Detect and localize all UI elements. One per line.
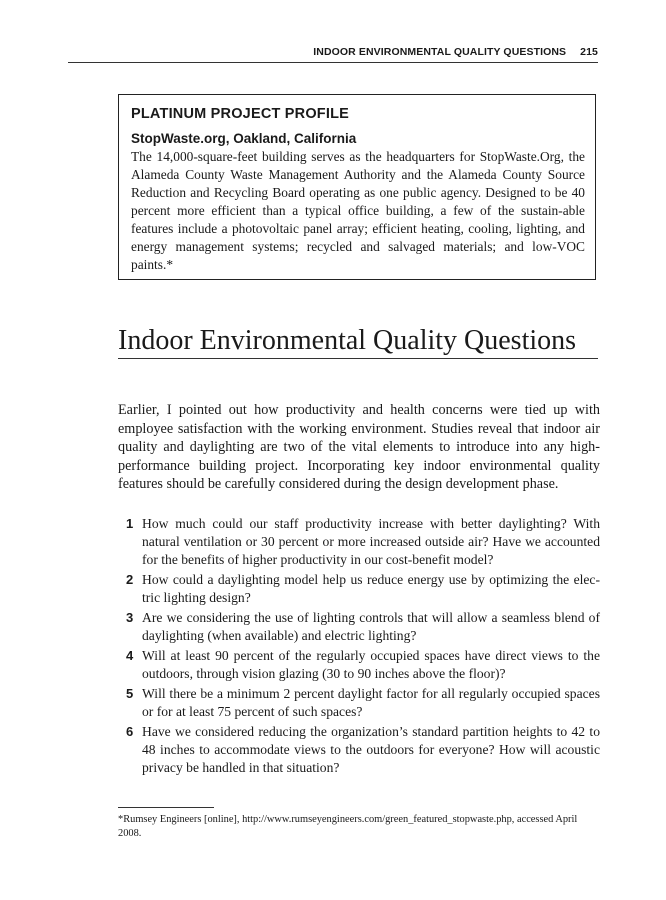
project-profile-box — [118, 94, 596, 280]
profile-heading: PLATINUM PROJECT PROFILE — [131, 106, 350, 122]
question-number: 2 — [126, 572, 134, 587]
section-title: Indoor Environmental Quality Questions — [118, 326, 598, 359]
question-item — [118, 609, 600, 645]
question-item — [118, 571, 600, 607]
question-text: Will there be a minimum 2 percent daylight factor for all regularly occupied spaces or for at least 75 percent of such spaces? — [142, 686, 600, 719]
question-number: 5 — [126, 686, 134, 701]
question-text: How could a daylighting model help us reduce energy use by optimizing the elec-tric lighting design? — [142, 572, 600, 605]
profile-body: The 14,000-square-feet building serves as the headquarters for StopWaste.Org, the Alameda County Waste Management Authority and the Alameda County Source Reduction and Recycling Board operating as one public agency. Designed to be 40 percent more efficient than a typical office building, a few of the sustain-able features include a photovoltaic panel array; efficient heating, cooling, lighting, and energy management systems; recycled and salvaged materials; and low-VOC paints.* — [131, 149, 585, 272]
profile-subheading: StopWaste.org, Oakland, California — [131, 131, 357, 146]
question-item — [118, 685, 600, 721]
page-number: 215 — [580, 46, 598, 58]
question-number: 3 — [126, 610, 134, 625]
question-number: 6 — [126, 724, 134, 739]
question-text: Are we considering the use of lighting controls that will allow a seamless blend of daylighting (when available) and electric lighting? — [142, 610, 600, 643]
intro-paragraph: Earlier, I pointed out how productivity and health concerns were tied up with employee satisfaction with the working environment. Studies reveal that indoor air quality and daylighting are two of the vital elements to introduce into any high-performance building project. Incorporating key indoor environmental quality features should be carefully considered during the design development phase. — [118, 402, 600, 492]
running-head — [68, 44, 598, 63]
question-number: 1 — [126, 516, 134, 531]
question-item — [118, 723, 600, 777]
question-text: Have we considered reducing the organization’s standard partition heights to 42 to 48 inches to accommodate views to the outdoors for everyone? How will acoustic privacy be handled in that situation? — [142, 724, 600, 775]
questions-list — [118, 515, 600, 779]
question-item — [118, 515, 600, 569]
question-text: Will at least 90 percent of the regularly occupied spaces have direct views to the outdoors, through vision glazing (30 to 90 inches above the floor)? — [142, 648, 600, 681]
question-text: How much could our staff productivity increase with better daylighting? With natural ventilation or 30 percent or more increased outside air? Have we accounted for the benefits of higher productivity in our cost-benefit model? — [142, 516, 600, 567]
footnote-rule — [118, 807, 214, 808]
footnote: *Rumsey Engineers [online], http://www.rumseyengineers.com/green_featured_stopwaste.php, accessed April 2008. — [118, 814, 578, 839]
running-head-title: INDOOR ENVIRONMENTAL QUALITY QUESTIONS — [313, 46, 567, 58]
question-number: 4 — [126, 648, 134, 663]
question-item — [118, 647, 600, 683]
